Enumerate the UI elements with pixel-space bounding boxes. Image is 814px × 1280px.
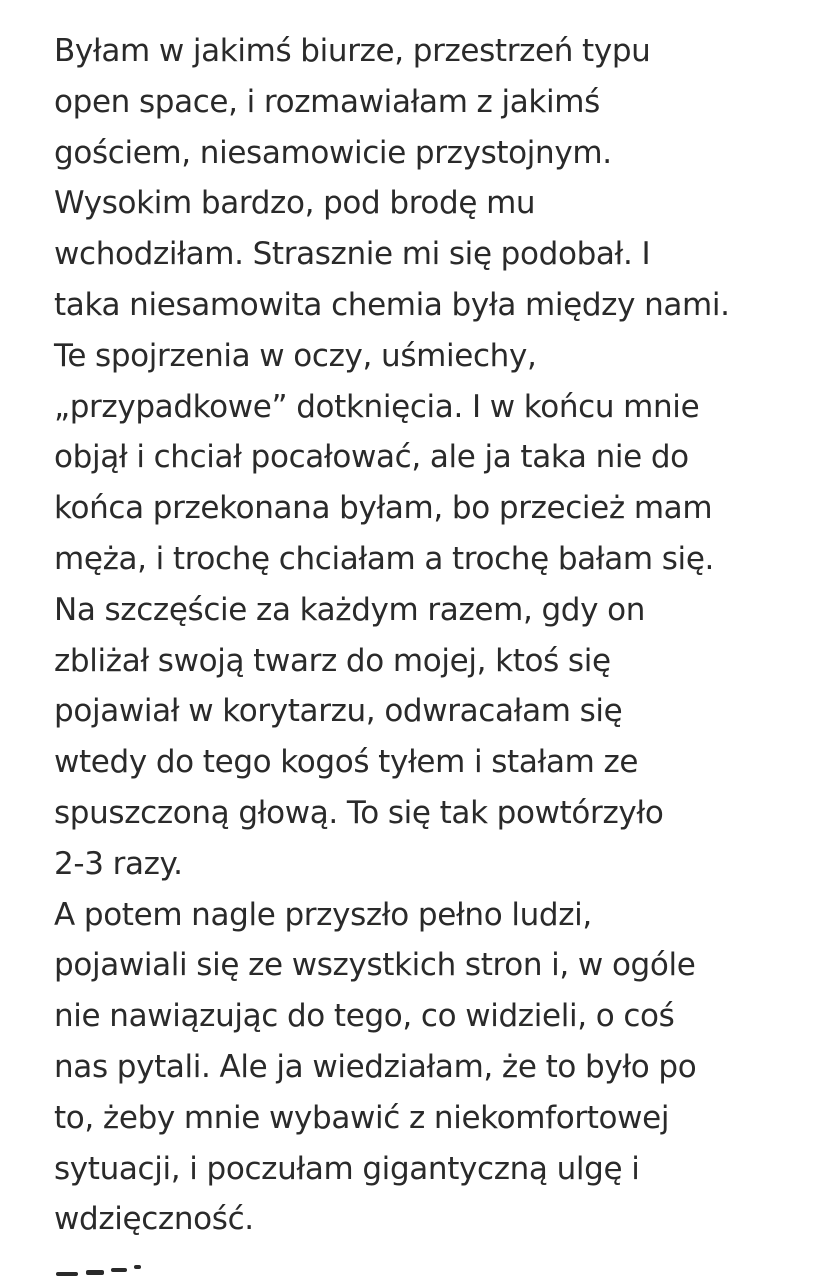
note-line: Wysokim bardzo, pod brodę mu xyxy=(54,185,536,222)
cut-off-next-line xyxy=(54,1262,174,1280)
note-line: objął i chciał pocałować, ale ja taka nie do xyxy=(54,439,689,476)
note-line: spuszczoną głową. To się tak powtórzyło xyxy=(54,794,664,831)
note-line: Te spojrzenia w oczy, uśmiechy, xyxy=(54,337,537,374)
note-line: zbliżał swoją twarz do mojej, ktoś się xyxy=(54,642,611,679)
note-line: nie nawiązując do tego, co widzieli, o coś xyxy=(54,998,675,1035)
note-line: to, żeby mnie wybawić z niekomfortowej xyxy=(54,1099,670,1136)
note-line: nas pytali. Ale ja wiedziałam, że to było po xyxy=(54,1048,697,1085)
note-line: pojawiali się ze wszystkich stron i, w ogóle xyxy=(54,947,696,984)
note-line: wtedy do tego kogoś tyłem i stałam ze xyxy=(54,744,639,781)
note-body xyxy=(54,26,794,1245)
note-line: męża, i trochę chciałam a trochę bałam się. xyxy=(54,540,715,577)
note-line: wdzięczność. xyxy=(54,1201,254,1238)
note-line: A potem nagle przyszło pełno ludzi, xyxy=(54,896,592,933)
note-line: sytuacji, i poczułam gigantyczną ulgę i xyxy=(54,1150,640,1187)
note-line: Byłam w jakimś biurze, przestrzeń typu xyxy=(54,33,651,69)
note-line: gościem, niesamowicie przystojnym. xyxy=(54,134,612,171)
note-line: końca przekonana byłam, bo przecież mam xyxy=(54,490,713,527)
note-line: Na szczęście za każdym razem, gdy on xyxy=(54,591,646,628)
note-line: „przypadkowe” dotknięcia. I w końcu mnie xyxy=(54,388,700,425)
note-line: open space, i rozmawiałam z jakimś xyxy=(54,83,600,120)
note-line: pojawiał w korytarzu, odwracałam się xyxy=(54,693,623,730)
note-line: wchodziłam. Strasznie mi się podobał. I xyxy=(54,236,651,273)
note-line: taka niesamowita chemia była między nami. xyxy=(54,286,730,323)
note-line: 2-3 razy. xyxy=(54,845,183,882)
